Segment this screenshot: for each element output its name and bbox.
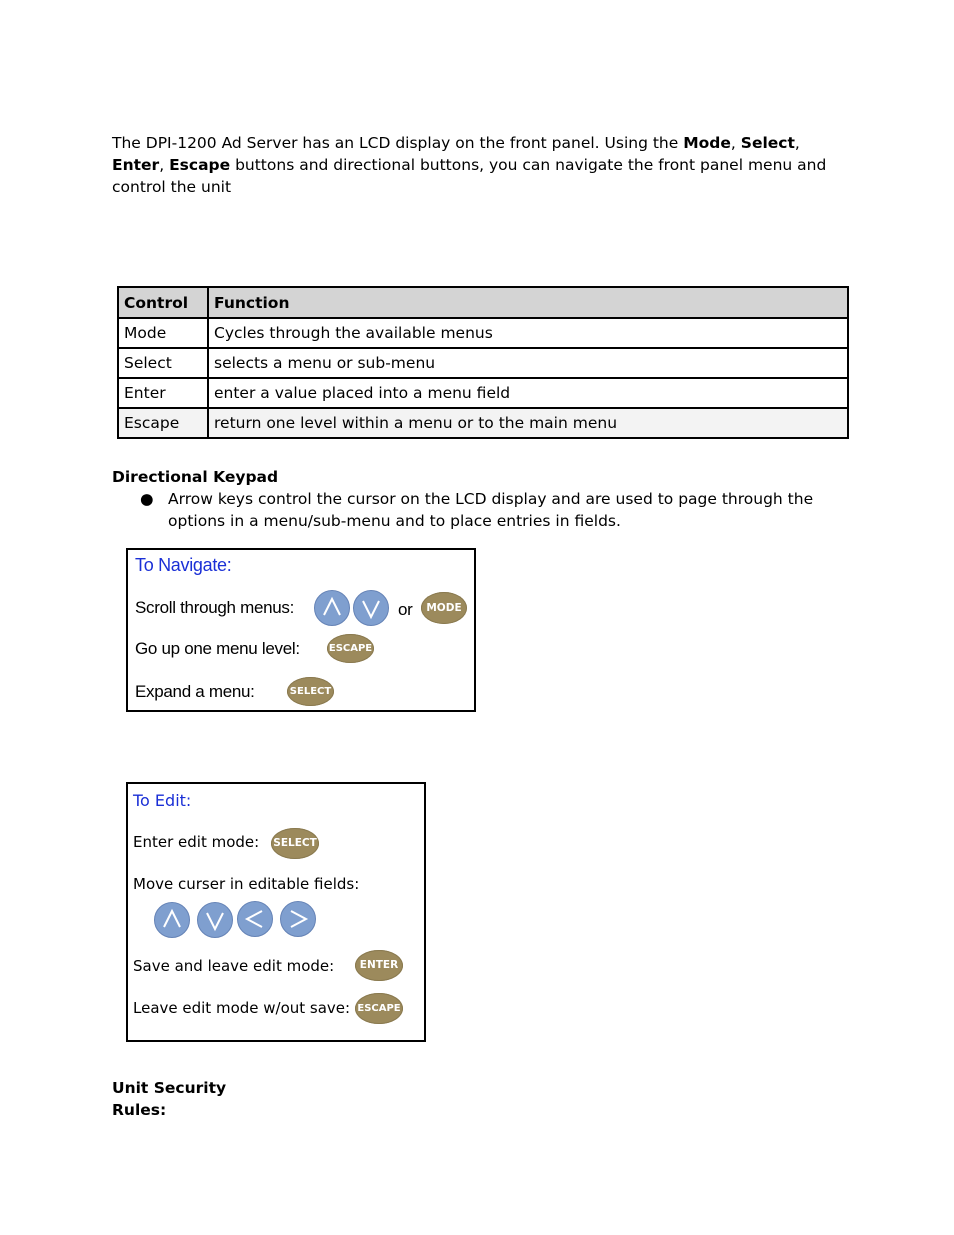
intro-line-3: control the unit xyxy=(112,178,232,196)
up-level-label: Go up one menu level: xyxy=(135,639,300,658)
intro-text: buttons and directional buttons, you can navigate the front panel menu and xyxy=(230,156,827,174)
intro-separator: , xyxy=(159,156,170,174)
save-leave-label: Save and leave edit mode: xyxy=(133,957,335,975)
intro-text: The DPI-1200 Ad Server has an LCD display on the front panel. Using the xyxy=(112,134,684,152)
table-header-row xyxy=(118,287,848,318)
up-arrow-icon[interactable] xyxy=(154,902,190,938)
table-row xyxy=(118,408,848,438)
enter-edit-label: Enter edit mode: xyxy=(133,833,260,851)
controls-table xyxy=(117,286,849,439)
rules-heading: Rules: xyxy=(112,1101,167,1119)
mode-term: Mode xyxy=(683,134,731,152)
scroll-label: Scroll through menus: xyxy=(135,598,295,617)
up-arrow-icon[interactable] xyxy=(314,590,350,626)
security-heading: Unit Security xyxy=(112,1079,227,1097)
column-header-function: Function xyxy=(208,287,848,318)
table-cell-control: Select xyxy=(118,348,208,378)
expand-label: Expand a menu: xyxy=(135,682,255,701)
leave-nosave-label: Leave edit mode w/out save: xyxy=(133,999,351,1017)
table-cell-control: Mode xyxy=(118,318,208,348)
or-label: or xyxy=(398,600,413,619)
table-cell-function: Cycles through the available menus xyxy=(208,318,848,348)
keypad-line-1: Arrow keys control the cursor on the LCD display and are used to page through the xyxy=(168,490,814,508)
table-cell-function: enter a value placed into a menu field xyxy=(208,378,848,408)
intro-line-2 xyxy=(112,154,852,176)
escape-button[interactable]: ESCAPE xyxy=(355,993,403,1024)
navigate-panel xyxy=(126,548,476,712)
table-cell-control: Enter xyxy=(118,378,208,408)
keypad-line-2: options in a menu/sub-menu and to place entries in fields. xyxy=(168,512,621,530)
table-row xyxy=(118,318,848,348)
down-arrow-icon[interactable] xyxy=(197,902,233,938)
intro-line-1 xyxy=(112,132,852,154)
column-header-control: Control xyxy=(118,287,208,318)
enter-term: Enter xyxy=(112,156,160,174)
enter-button[interactable]: ENTER xyxy=(355,950,403,981)
edit-panel xyxy=(126,782,426,1042)
left-arrow-icon[interactable] xyxy=(237,901,273,937)
keypad-description xyxy=(168,488,848,532)
table-cell-control: Escape xyxy=(118,408,208,438)
intro-separator: , xyxy=(730,134,741,152)
edit-title: To Edit: xyxy=(133,791,192,810)
intro-paragraph xyxy=(112,132,852,198)
table-row xyxy=(118,348,848,378)
mode-button[interactable]: MODE xyxy=(421,592,467,624)
select-button[interactable]: SELECT xyxy=(271,828,319,859)
escape-term: Escape xyxy=(169,156,231,174)
down-arrow-icon[interactable] xyxy=(353,590,389,626)
escape-button[interactable]: ESCAPE xyxy=(327,634,374,663)
move-cursor-label: Move curser in editable fields: xyxy=(133,875,360,893)
intro-separator: , xyxy=(794,134,800,152)
keypad-heading: Directional Keypad xyxy=(112,468,279,486)
right-arrow-icon[interactable] xyxy=(280,901,316,937)
table-row xyxy=(118,378,848,408)
select-button[interactable]: SELECT xyxy=(287,677,334,706)
table-cell-function: selects a menu or sub-menu xyxy=(208,348,848,378)
table-cell-function: return one level within a menu or to the main menu xyxy=(208,408,848,438)
bullet-dot: ● xyxy=(140,490,154,508)
select-term: Select xyxy=(740,134,795,152)
navigate-title: To Navigate: xyxy=(135,555,232,575)
